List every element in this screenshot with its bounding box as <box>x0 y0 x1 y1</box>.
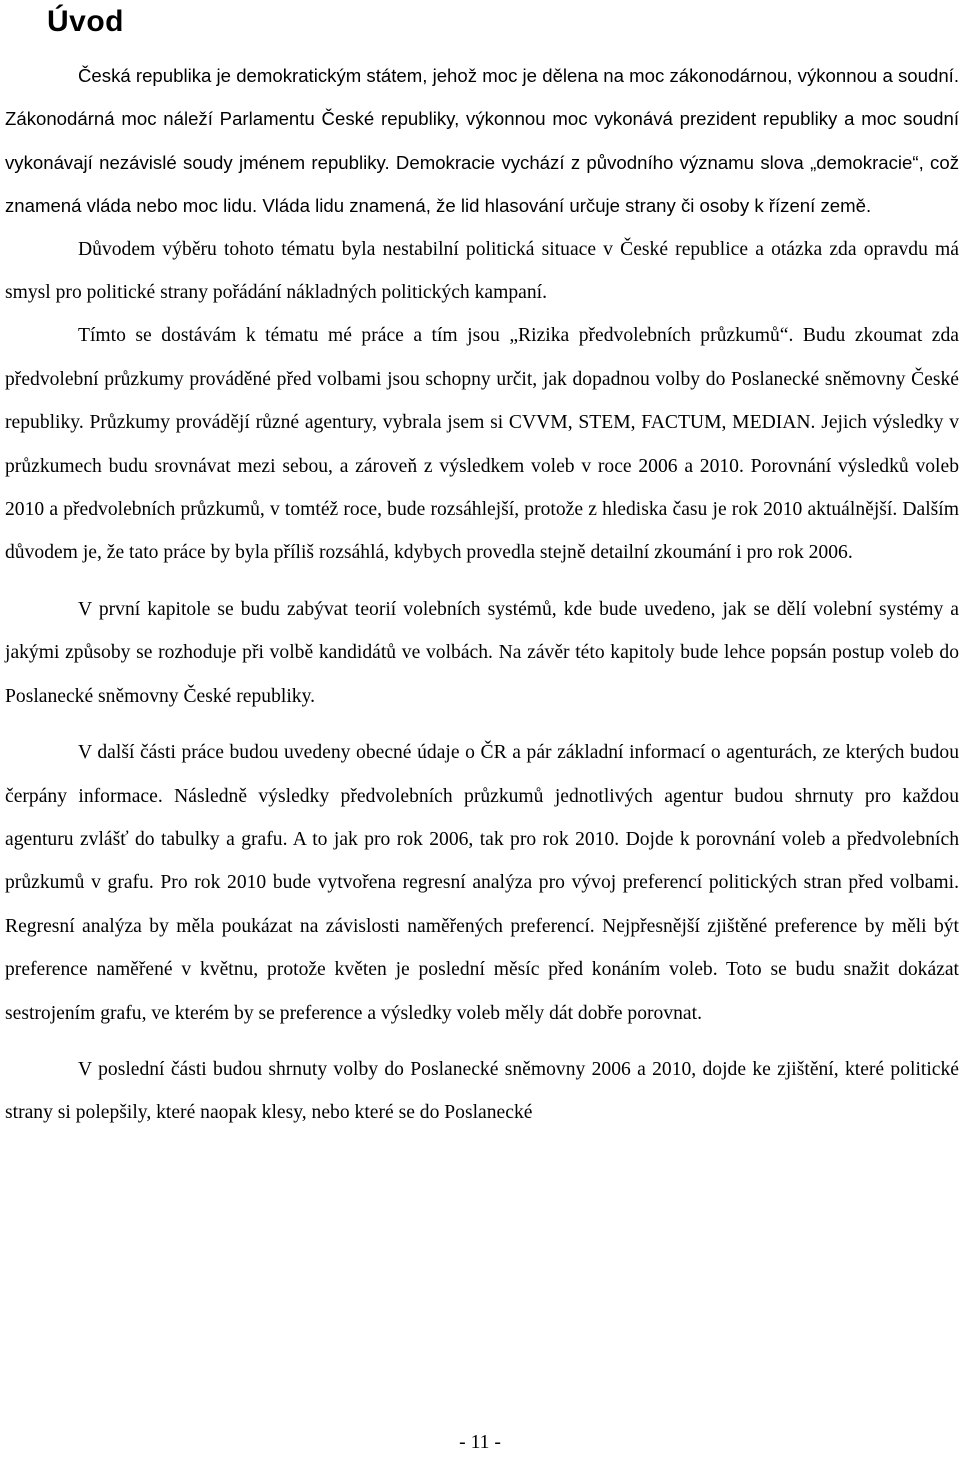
page-number: - 11 - <box>459 1432 501 1453</box>
paragraph-reason: Důvodem výběru tohoto tématu byla nestabilní politická situace v České republice a otázka zda opravdu má smysl pro politické strany pořádání nákladných politických kampaní. <box>5 238 959 304</box>
page-title: Úvod <box>47 5 124 38</box>
paragraph-last-part: V poslední části budou shrnuty volby do Poslanecké sněmovny 2006 a 2010, dojde ke zjištění, které politické strany si polepšily, které naopak klesy, nebo které se do Poslanecké <box>5 1058 959 1124</box>
body-text <box>5 54 959 1135</box>
paragraph-next-part: V další části práce budou uvedeny obecné údaje o ČR a pár základní informací o agenturách, ze kterých budou čerpány informace. Následně výsledky předvolebních průzkumů jednotlivých agentur budou shrnuty pro každou agenturu zvlášť do tabulky a grafu. A to jak pro rok 2006, tak pro rok 2010. Dojde k porovnání voleb a předvolebních průzkumů v grafu. Pro rok 2010 bude vytvořena regresní analýza pro vývoj preferencí politických stran před volbami. Regresní analýza by měla poukázat na závislosti naměřených preferencí. Nejpřesnější zjištěné preference by měli být preference naměřené v květnu, protože květen je poslední měsíc před konáním voleb. Toto se budu snažit dokázat sestrojením grafu, ve kterém by se preference a výsledky voleb měly dát dobře porovnat. <box>5 742 959 1024</box>
paragraph-topic: Tímto se dostávám k tématu mé práce a tím jsou „Rizika předvolebních průzkumů“. Budu zkoumat zda předvolební průzkumy prováděné před volbami jsou schopny určit, jak dopadnou volby do Poslanecké sněmovny České republiky. Průzkumy provádějí různé agentury, vybrala jsem si CVVM, STEM, FACTUM, MEDIAN. Jejich výsledky v průzkumech budu srovnávat mezi sebou, a zároveň z výsledkem voleb v roce 2006 a 2010. Porovnání výsledků voleb 2010 a předvolebních průzkumů, v tomtéž roce, bude rozsáhlejší, protože z hlediska času je rok 2010 aktuálnější. Dalším důvodem je, že tato práce by byla příliš rozsáhlá, kdybych provedla stejně detailní zkoumání i pro rok 2006. <box>5 325 959 564</box>
paragraph-chapter-one: V první kapitole se budu zabývat teorií volebních systémů, kde bude uvedeno, jak se dělí volební systémy a jakými způsoby se rozhoduje při volbě kandidátů ve volbách. Na závěr této kapitoly bude lehce popsán postup voleb do Poslanecké sněmovny České republiky. <box>5 598 959 707</box>
paragraph-intro: Česká republika je demokratickým státem, jehož moc je dělena na moc zákonodárnou, výkonnou a soudní. Zákonodárná moc náleží Parlamentu České republiky, výkonnou moc vykonává prezident republiky a moc soudní vykonávají nezávislé soudy jménem republiky. Demokracie vychází z původního významu slova „demokracie“, což znamená vláda nebo moc lidu. Vláda lidu znamená, že lid hlasování určuje strany či osoby k řízení země. <box>5 65 959 217</box>
